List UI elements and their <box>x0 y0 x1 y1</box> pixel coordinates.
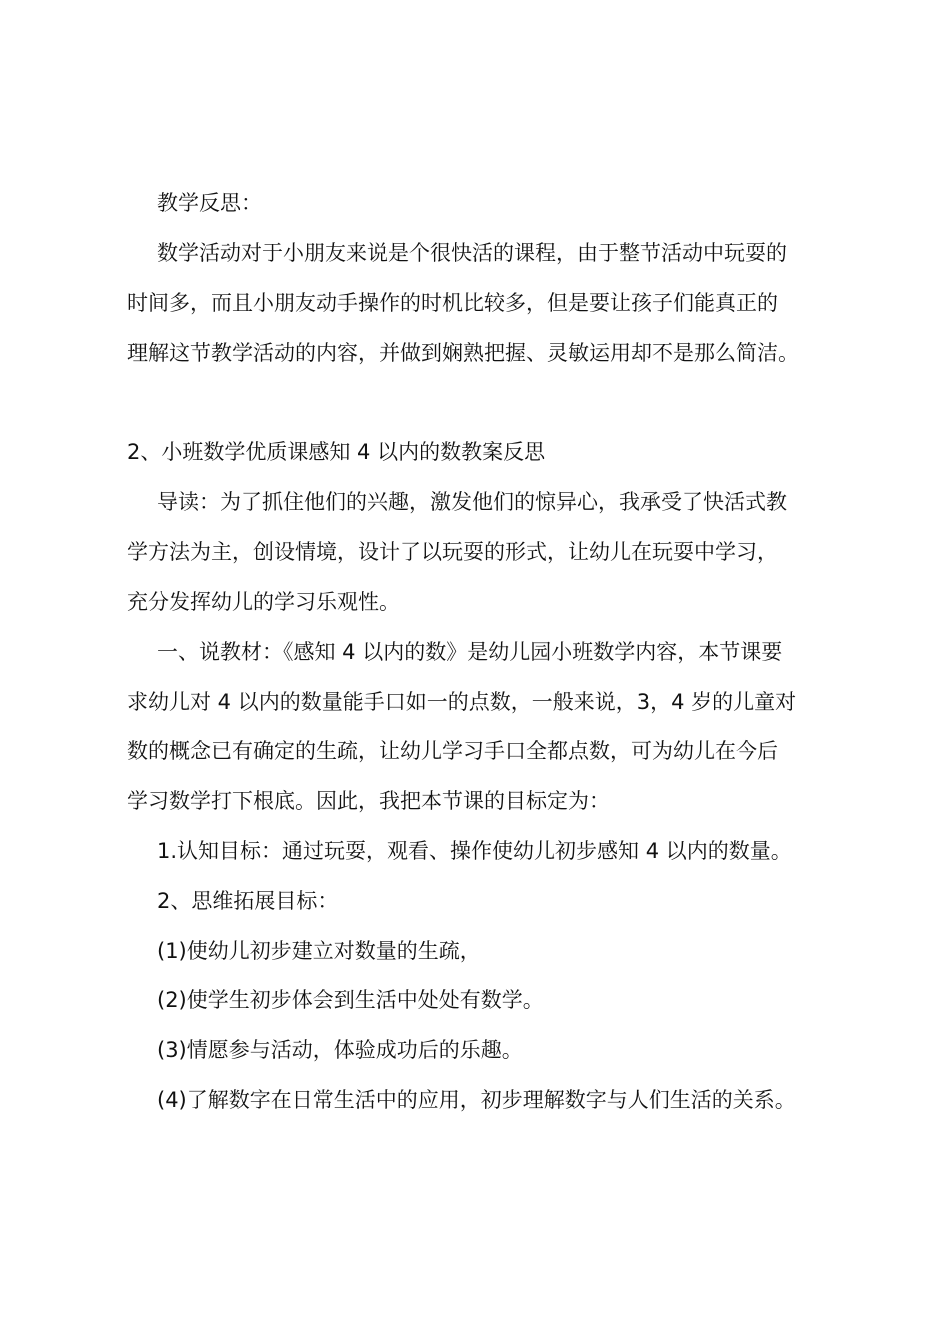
list-item: 2、思维拓展目标： <box>157 889 339 913</box>
article-title: 2、小班数学优质课感知 4 以内的数教案反思 <box>127 440 546 464</box>
paragraph-line: 数的概念已有确定的生疏，让幼儿学习手口全都点数，可为幼儿在今后 <box>127 739 778 763</box>
paragraph-line: 导读：为了抓住他们的兴趣，激发他们的惊异心，我承受了快活式教 <box>157 490 787 514</box>
list-item: (4)了解数字在日常生活中的应用，初步理解数字与人们生活的关系。 <box>157 1088 796 1112</box>
list-item: (1)使幼儿初步建立对数量的生疏， <box>157 939 481 963</box>
paragraph-line: 一、说教材：《感知 4 以内的数》是幼儿园小班数学内容，本节课要 <box>157 640 783 664</box>
paragraph-line: 数学活动对于小朋友来说是个很快活的课程，由于整节活动中玩耍的 <box>157 241 787 265</box>
paragraph-line: 求幼儿对 4 以内的数量能手口如一的点数，一般来说，3，4 岁的儿童对 <box>127 690 797 714</box>
list-item: 1.认知目标：通过玩耍，观看、操作使幼儿初步感知 4 以内的数量。 <box>157 839 792 863</box>
list-item: (3)情愿参与活动，体验成功后的乐趣。 <box>157 1038 523 1062</box>
paragraph-line: 理解这节教学活动的内容，并做到娴熟把握、灵敏运用却不是那么简洁。 <box>127 341 799 365</box>
paragraph-line: 充分发挥幼儿的学习乐观性。 <box>127 590 400 614</box>
list-item: (2)使学生初步体会到生活中处处有数学。 <box>157 988 544 1012</box>
paragraph-line: 时间多，而且小朋友动手操作的时机比较多，但是要让孩子们能真正的 <box>127 291 778 315</box>
paragraph-line: 学方法为主，创设情境，设计了以玩耍的形式，让幼儿在玩耍中学习， <box>127 540 778 564</box>
paragraph-line: 学习数学打下根底。因此，我把本节课的目标定为： <box>127 789 610 813</box>
section-heading-reflection: 教学反思： <box>157 191 262 215</box>
